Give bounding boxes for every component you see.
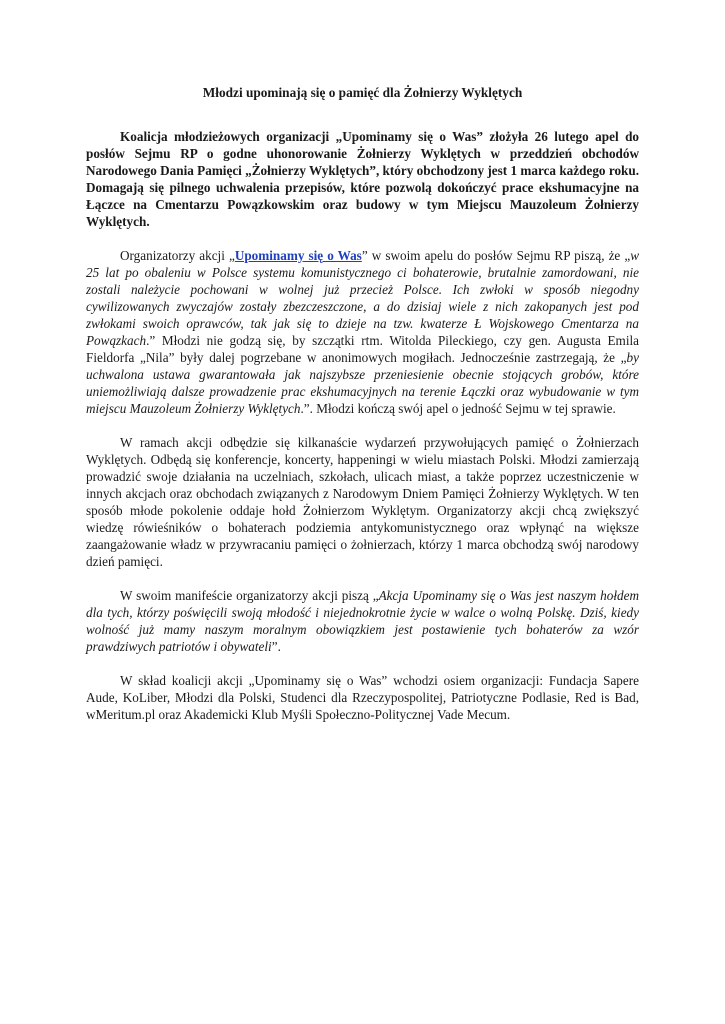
quote-text: by uchwalona ustawa gwarantowała jak najszybsze przeniesienie obecnie stojących grobów, które uniemożliwiają dalsze prowadzenie prac ekshumacyjnych na terenie Łączki oraz wybudowanie w tym miejscu Mauzoleum Żołnierzy Wyklętych [86,350,639,416]
quote-text: w 25 lat po obaleniu w Polsce systemu komunistycznego ci bohaterowie, brutalnie zamordowani, nie zostali należycie pochowani w wolnej już przecież Polsce. Ich zwłoki w sposób niegodny cywilizowanych zwyczajów zostały zbezczeszczone, a do dzisiaj wiele z nich zakopanych jest pod zwłokami swoich oprawców, tak jak się to dzieje na tzw. kwaterze Ł Wojskowego Cmentarza na Powązkach [86,248,639,348]
paragraph-text: .”. Młodzi kończą swój apel o jedność Sejmu w tej sprawie. [300,401,616,416]
upominamy-link[interactable]: Upominamy się o Was [234,248,362,263]
document-title: Młodzi upominają się o pamięć dla Żołnierzy Wyklętych [202,85,523,100]
paragraph-text: .” Młodzi nie godzą się, by szczątki rtm. Witolda Pileckiego, czy gen. Augusta Emila Fieldorfa „Nila” były dalej pogrzebane w anonimowych mogiłach. Jednocześnie zastrzegają, że „ [86,333,639,365]
paragraph-coalition: W skład koalicji akcji „Upominamy się o Was” wchodzi osiem organizacji: Fundacja Sapere Aude, KoLiber, Młodzi dla Polski, Studenci dla Rzeczypospolitej, Patriotyczne Podlasie, Red is Bad, wMeritum.pl oraz Akademicki Klub Myśli Społeczno-Politycznej Vade Mecum. [86,673,639,722]
paragraph-appeal [86,247,639,417]
paragraph-text: Organizatorzy akcji „ [120,248,235,263]
quote-text: Akcja Upominamy się o Was jest naszym hołdem dla tych, którzy poświęcili swoją młodość i niejednokrotnie życie w walce o wolną Polskę. Dziś, kiedy wolność już mamy naszym moralnym obowiązkiem jest postawienie tych bohaterów za wzór prawdziwych patriotów i obywateli [86,588,639,654]
paragraph-text: W swoim manifeście organizatorzy akcji piszą „ [120,588,379,603]
paragraph-text: ”. [271,639,281,654]
paragraph-manifesto [86,587,639,655]
paragraph-events: W ramach akcji odbędzie się kilkanaście wydarzeń przywołujących pamięć o Żołnierzach Wyklętych. Odbędą się konferencje, koncerty, happeningi w wielu miastach Polski. Młodzi zamierzają prowadzić swoje działania na uczelniach, szkołach, ulicach miast, a także poprzez uczestniczenie w innych akcjach oraz obchodach związanych z Narodowym Dniem Pamięci Żołnierzy Wyklętych. W ten sposób młode pokolenie oddaje hołd Żołnierzom Wyklętym. Organizatorzy akcji chcą zwiększyć wiedzę rówieśników o bohaterach podziemia antykomunistycznego oraz wpłynąć na większe zaangażowanie władz w przywracaniu pamięci o żołnierzach, którzy 1 marca obchodzą swój narodowy dzień pamięci. [86,435,639,569]
lead-paragraph: Koalicja młodzieżowych organizacji „Upominamy się o Was” złożyła 26 lutego apel do posłów Sejmu RP o godne uhonorowanie Żołnierzy Wyklętych w przeddzień obchodów Narodowego Dania Pamięci „Żołnierzy Wyklętych”, który obchodzony jest 1 marca każdego roku. Domagają się pilnego uchwalenia przepisów, które pozwolą dokończyć prace ekshumacyjne na Łączce na Cmentarzu Powązkowskim oraz budowy w tym Miejscu Mauzoleum Żołnierzy Wyklętych. [86,129,639,229]
paragraph-text: ” w swoim apelu do posłów Sejmu RP piszą, że „ [361,248,631,263]
